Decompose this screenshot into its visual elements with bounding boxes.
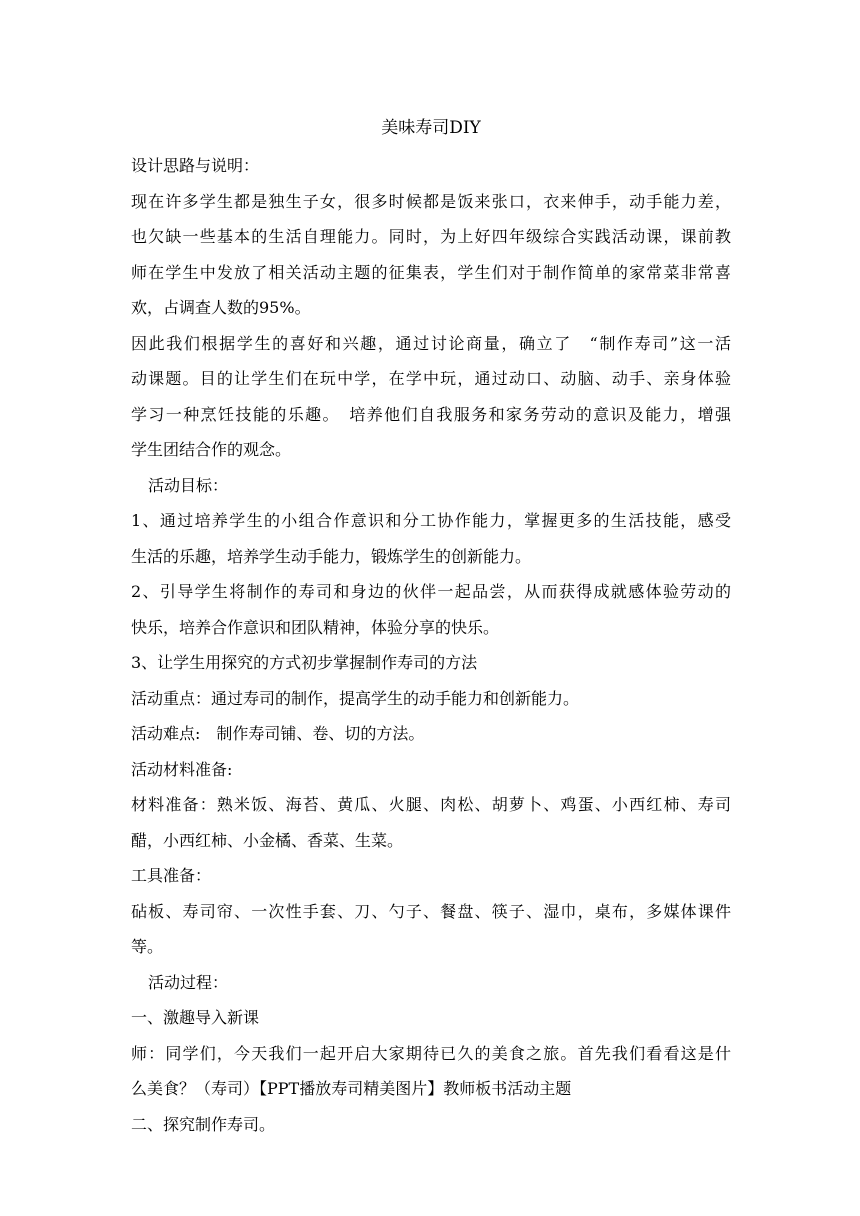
text-line: 设计思路与说明： (131, 156, 260, 175)
document-title: 美味寿司DIY (381, 118, 481, 138)
text-line: 动课题。目的让学生们在玩中学，在学中玩，通过动口、动脑、动手、亲身体验 (131, 369, 731, 388)
text-line: 1、通过培养学生的小组合作意识和分工协作能力，掌握更多的生活技能，感受 (131, 511, 731, 530)
text-line: 快乐，培养合作意识和团队精神，体验分享的快乐。 (131, 617, 500, 637)
text-line: 学习一种烹饪技能的乐趣。 培养他们自我服务和家务劳动的意识及能力，增强 (131, 404, 731, 424)
text-line: 2、引导学生将制作的寿司和身边的伙伴一起品尝，从而获得成就感体验劳动的 (131, 582, 731, 601)
text-line: 活动过程： (148, 972, 229, 992)
text-line: 活动重点：通过寿司的制作，提高学生的动手能力和创新能力。 (131, 688, 580, 708)
text-line: 现在许多学生都是独生子女，很多时候都是饭来张口，衣来伸手，动手能力差， (131, 191, 731, 211)
text-line: 一、激趣导入新课 (131, 1008, 260, 1027)
text-line: 活动目标： (148, 475, 229, 495)
text-line: 么美食？（寿司）【PPT播放寿司精美图片】教师板书活动主题 (131, 1079, 572, 1098)
text-line: 3、让学生用探究的方式初步掌握制作寿司的方法 (131, 653, 478, 672)
text-line: 等。 (131, 937, 164, 956)
text-line: 二、探究制作寿司。 (131, 1114, 276, 1134)
text-line: 醋，小西红柿、小金橘、香菜、生菜。 (131, 830, 404, 850)
text-line: 学生团结合作的观念。 (131, 440, 292, 459)
text-line: 生活的乐趣，培养学生动手能力，锻炼学生的创新能力。 (131, 546, 532, 566)
text-line: 工具准备： (131, 866, 212, 885)
text-line: 欢，占调查人数的95%。 (131, 298, 311, 317)
text-line: 活动难点: 制作寿司铺、卷、切的方法。 (131, 724, 425, 743)
text-line: 砧板、寿司帘、一次性手套、刀、勺子、餐盘、筷子、湿巾，桌布，多媒体课件 (131, 901, 731, 921)
text-line: 师在学生中发放了相关活动主题的征集表，学生们对于制作简单的家常菜非常喜 (131, 262, 731, 282)
text-line: 活动材料准备: (131, 759, 233, 779)
text-line: 也欠缺一些基本的生活自理能力。同时，为上好四年级综合实践活动课，课前教 (131, 227, 731, 246)
text-line: 因此我们根据学生的喜好和兴趣，通过讨论商量，确立了 “制作寿司”这一活 (131, 333, 731, 353)
text-line: 师：同学们，今天我们一起开启大家期待已久的美食之旅。首先我们看看这是什 (131, 1043, 731, 1063)
document-paragraphs (131, 148, 731, 1142)
document-body (131, 112, 731, 1142)
text-line: 材料准备：熟米饭、海苔、黄瓜、火腿、肉松、胡萝卜、鸡蛋、小西红柿、寿司 (131, 795, 731, 814)
